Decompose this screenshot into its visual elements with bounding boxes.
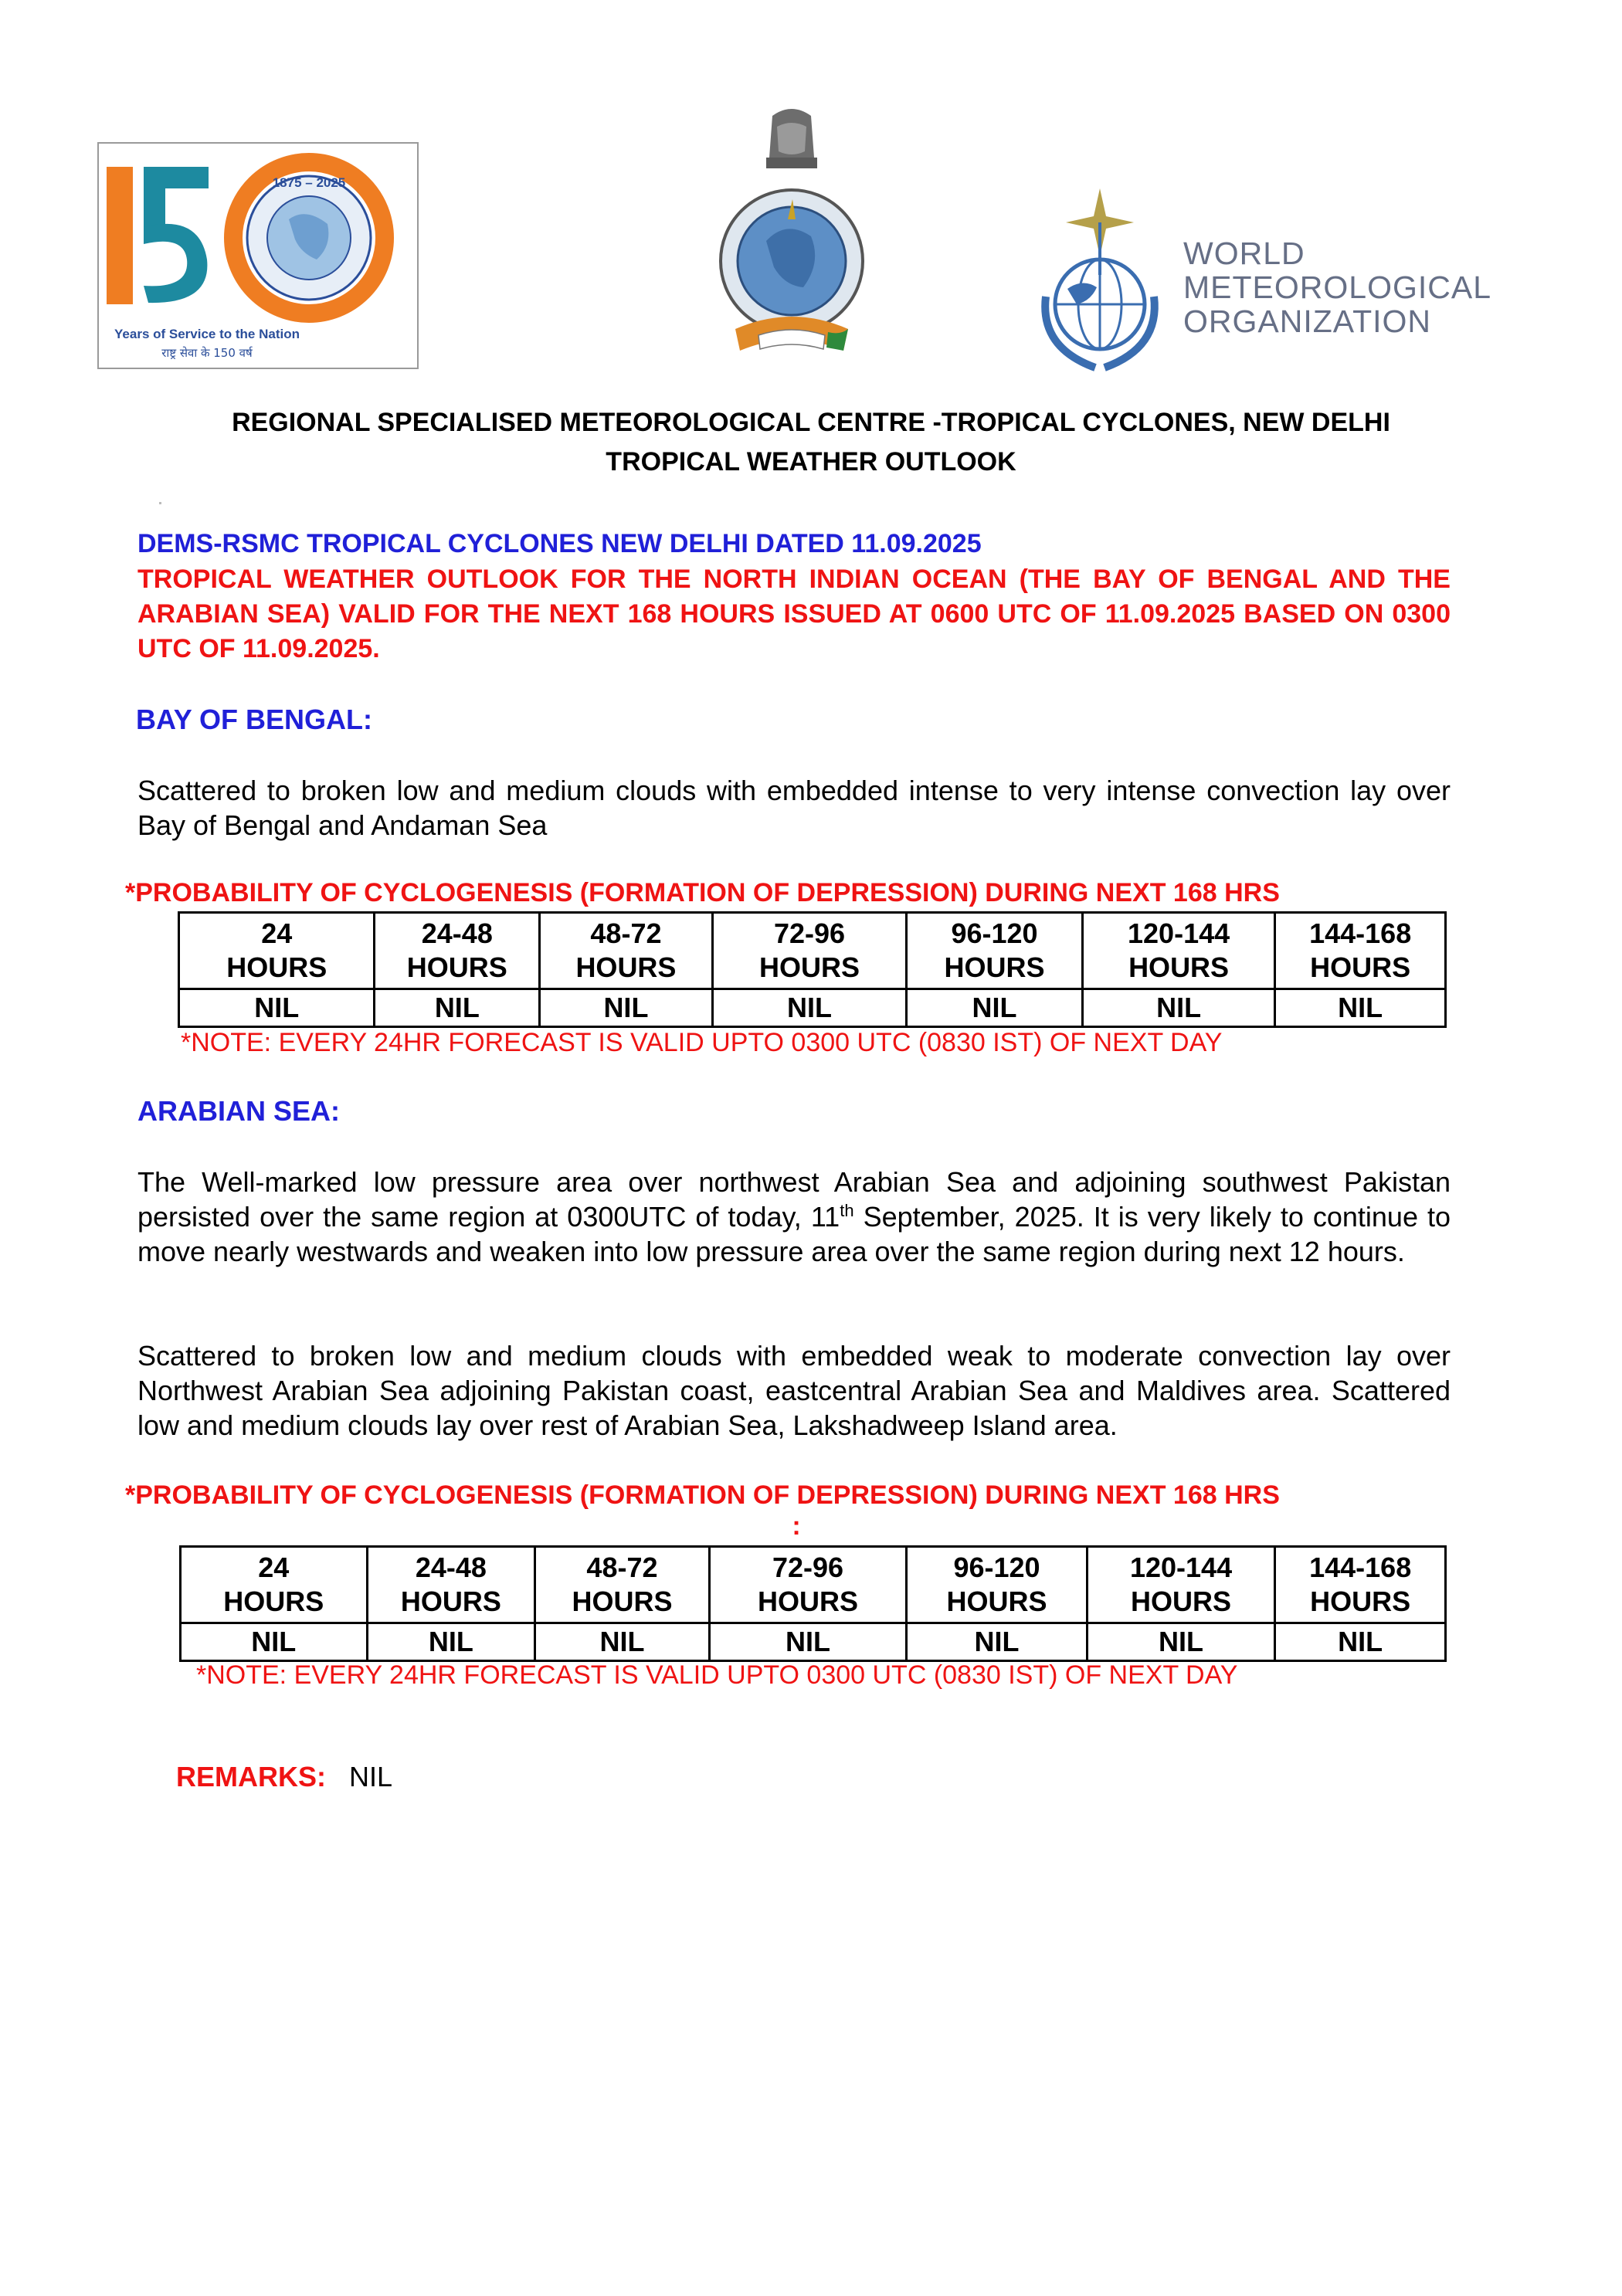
remarks-label: REMARKS: (176, 1761, 326, 1792)
probability-value: NIL (907, 1623, 1088, 1661)
period-header: 72-96 HOURS (709, 1547, 906, 1623)
period-header: 24 HOURS (181, 1547, 368, 1623)
probability-value: NIL (1275, 989, 1446, 1027)
period-header: 144-168 HOURS (1275, 1547, 1446, 1623)
wmo-word-2: METEOROLOGICAL (1183, 270, 1492, 305)
logo-tagline: Years of Service to the Nation (114, 327, 300, 341)
bob-forecast-note: *NOTE: EVERY 24HR FORECAST IS VALID UPTO 0300 UTC (0830 IST) OF NEXT DAY (181, 1028, 1223, 1057)
period-header: 120-144 HOURS (1082, 913, 1275, 989)
period-header: 24 HOURS (179, 913, 375, 989)
bay-of-bengal-heading: BAY OF BENGAL: (136, 704, 373, 735)
probability-value: NIL (1087, 1623, 1275, 1661)
probability-value: NIL (1275, 1623, 1446, 1661)
probability-value: NIL (535, 1623, 710, 1661)
bulletin-outlook-line: TROPICAL WEATHER OUTLOOK FOR THE NORTH INDIAN OCEAN (THE BAY OF BENGAL AND THE ARABIAN SEA) VALID FOR THE NEXT 168 HOURS ISSUED AT 0600 UTC OF 11.09.2025 BASED ON 0300 UTC OF 11.09.2025. (137, 565, 1451, 663)
table-value-row (179, 989, 1446, 1027)
imd-emblem-icon (712, 103, 871, 372)
arabian-sea-text-2: Scattered to broken low and medium clouds with embedded weak to moderate convection lay over Northwest Arabian Sea adjoining Pakistan coast, eastcentral Arabian Sea and Maldives area. Scattered low and medium clouds lay over rest of Arabian Sea, Lakshadweep Island area. (137, 1340, 1451, 1441)
period-header: 120-144 HOURS (1087, 1547, 1275, 1623)
probability-value: NIL (1082, 989, 1275, 1027)
page-title-centre: REGIONAL SPECIALISED METEOROLOGICAL CENTRE -TROPICAL CYCLONES, NEW DELHI (232, 408, 1390, 437)
logo-hindi-tagline: राष्ट्र सेवा के 150 वर्ष (161, 346, 253, 360)
probability-value: NIL (375, 989, 540, 1027)
remarks-value: NIL (349, 1761, 393, 1792)
logo-years: 1875 – 2025 (272, 175, 346, 190)
imd-emblem-graphic (712, 103, 871, 372)
arabian-sea-text-1: The Well-marked low pressure area over northwest Arabian Sea and adjoining southwest Pakistan persisted over the same region at 0300UTC of today, 11th September, 2025. It is very likely to continue to move nearly westwards and weaken into low pressure area over the same region during next 12 hours. (137, 1166, 1451, 1267)
period-header: 48-72 HOURS (540, 913, 713, 989)
table-header-row (181, 1547, 1446, 1623)
bob-probability-heading: *PROBABILITY OF CYCLOGENESIS (FORMATION OF DEPRESSION) DURING NEXT 168 HRS (125, 878, 1280, 907)
bulletin-dated-line: DEMS-RSMC TROPICAL CYCLONES NEW DELHI DATED 11.09.2025 (137, 529, 982, 558)
probability-value: NIL (181, 1623, 368, 1661)
as-probability-heading: *PROBABILITY OF CYCLOGENESIS (FORMATION OF DEPRESSION) DURING NEXT 168 HRS (125, 1480, 1280, 1510)
period-header: 24-48 HOURS (375, 913, 540, 989)
arabian-sea-heading: ARABIAN SEA: (137, 1095, 341, 1127)
table-value-row (181, 1623, 1446, 1661)
probability-value: NIL (709, 1623, 906, 1661)
period-header: 144-168 HOURS (1275, 913, 1446, 989)
bay-of-bengal-text: Scattered to broken low and medium clouds with embedded intense to very intense convection lay over Bay of Bengal and Andaman Sea (137, 775, 1451, 841)
wmo-word-1: WORLD (1183, 236, 1305, 271)
period-header: 96-120 HOURS (907, 1547, 1088, 1623)
probability-value: NIL (367, 1623, 535, 1661)
wmo-word-3: ORGANIZATION (1183, 304, 1432, 339)
probability-value: NIL (179, 989, 375, 1027)
probability-value: NIL (907, 989, 1083, 1027)
period-header: 48-72 HOURS (535, 1547, 710, 1623)
as-forecast-note: *NOTE: EVERY 24HR FORECAST IS VALID UPTO 0300 UTC (0830 IST) OF NEXT DAY (196, 1660, 1238, 1690)
wmo-logo (1033, 188, 1492, 374)
wmo-emblem-icon (1033, 188, 1172, 374)
page-title-outlook: TROPICAL WEATHER OUTLOOK (606, 447, 1016, 476)
imd-150-years-logo (97, 142, 419, 369)
as-probability-colon: : (792, 1511, 801, 1541)
probability-value: NIL (540, 989, 713, 1027)
period-header: 96-120 HOURS (907, 913, 1083, 989)
bob-probability-table (178, 911, 1447, 1028)
remarks (176, 1761, 392, 1793)
probability-value: NIL (712, 989, 906, 1027)
stray-dot (159, 502, 161, 504)
imd-150-logo-graphic (99, 144, 417, 368)
period-header: 24-48 HOURS (367, 1547, 535, 1623)
table-header-row (179, 913, 1446, 989)
as-probability-table (179, 1545, 1447, 1662)
period-header: 72-96 HOURS (712, 913, 906, 989)
